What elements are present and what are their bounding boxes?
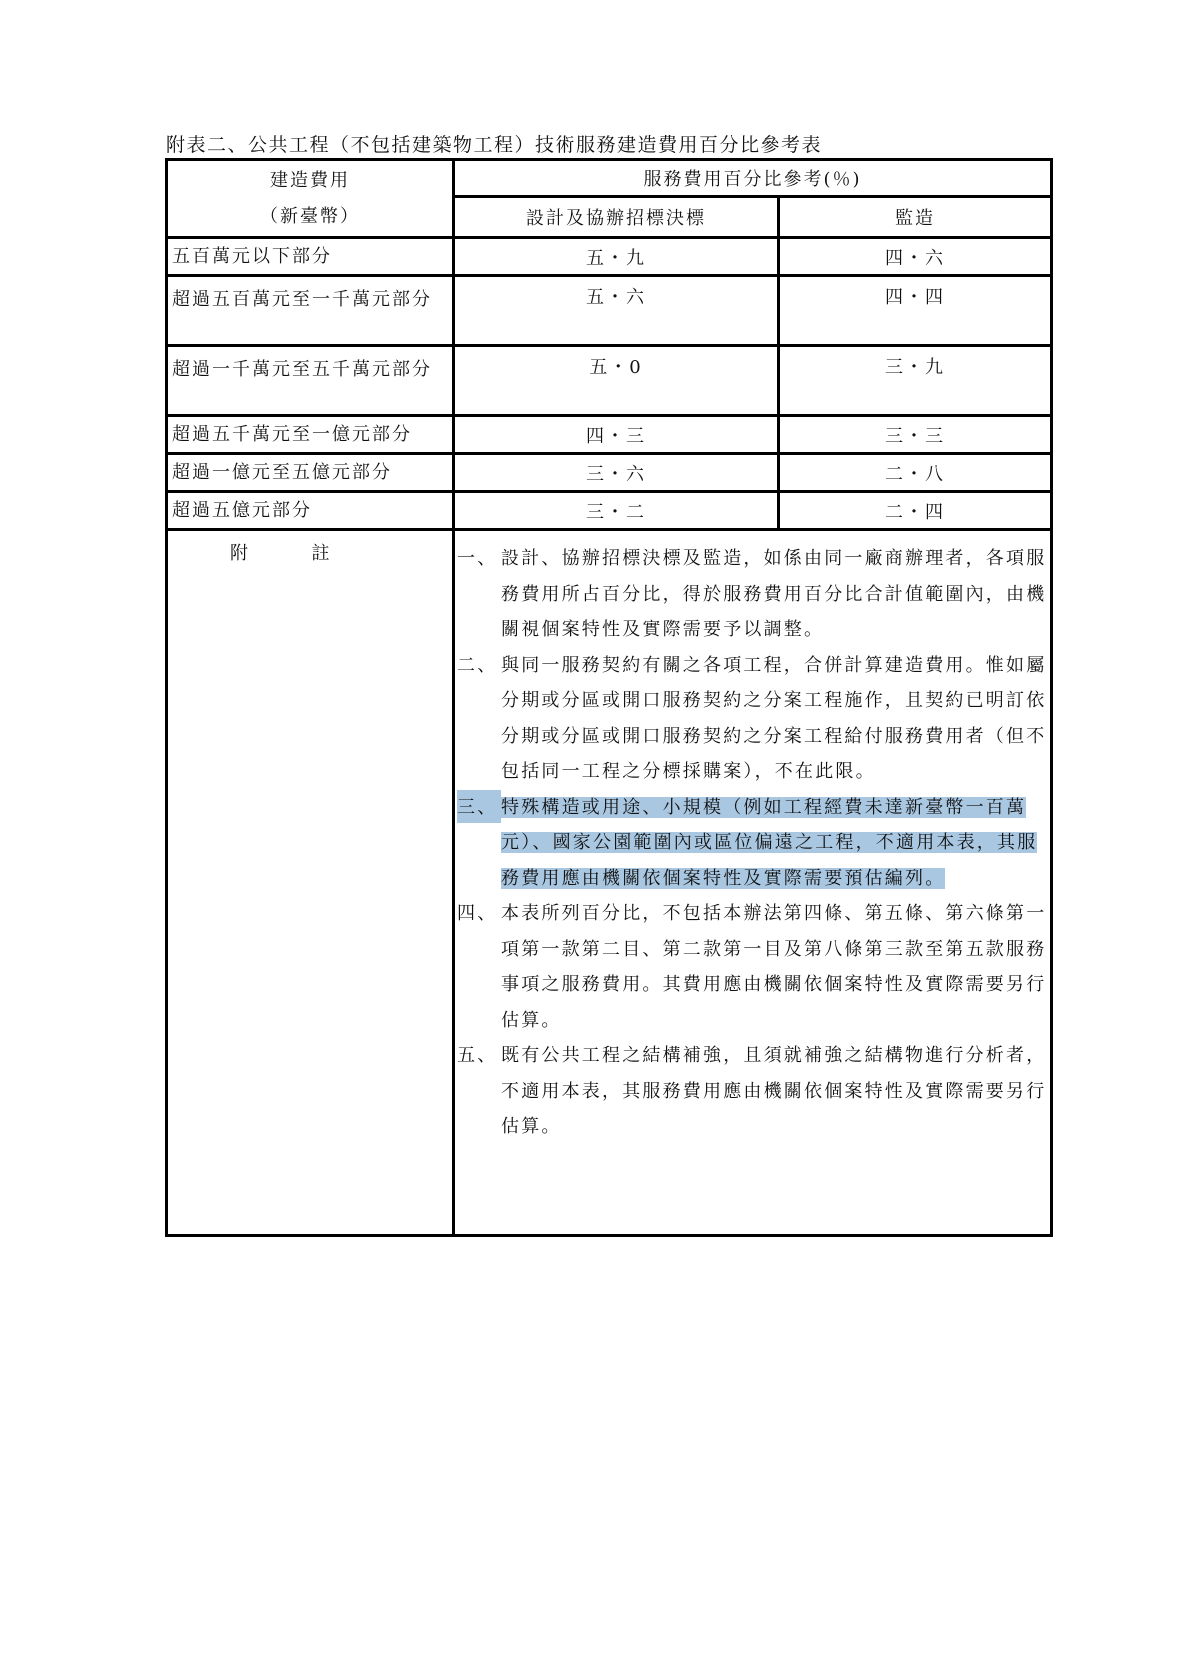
page-title: 附表二、公共工程（不包括建築物工程）技術服務建造費用百分比參考表 xyxy=(166,134,823,156)
note-item xyxy=(457,896,1050,1038)
header-construction-cost xyxy=(167,160,454,238)
note-number: 五、 xyxy=(457,1045,498,1066)
header-design: 設計及協辦招標決標 xyxy=(454,197,779,238)
notes-label xyxy=(167,530,454,1236)
table-row xyxy=(167,454,1052,492)
note-number: 三、 xyxy=(457,790,501,823)
note-item xyxy=(457,648,1050,790)
supervision-pct-cell: 二・四 xyxy=(779,492,1052,530)
table-row xyxy=(167,276,1052,346)
fee-percentage-table xyxy=(165,158,1053,1237)
note-text: 既有公共工程之結構補強，且須就補強之結構物進行分析者，不適用本表，其服務費用應由機關依個案特性及實際需要另行估算。 xyxy=(501,1045,1047,1137)
range-cell: 超過一千萬元至五千萬元部分 xyxy=(167,346,454,416)
note-text: 本表所列百分比，不包括本辦法第四條、第五條、第六條第一項第一款第二目、第二款第一目及第八條第三款至第五款服務事項之服務費用。其費用應由機關依個案特性及實際需要另行估算。 xyxy=(501,903,1047,1031)
header-cost-currency: （新臺幣） xyxy=(260,205,360,227)
table-row xyxy=(167,416,1052,454)
design-pct-cell: 三・六 xyxy=(454,454,779,492)
table-row xyxy=(167,492,1052,530)
note-item-highlighted[interactable] xyxy=(457,790,1050,897)
notes-row xyxy=(167,530,1052,1236)
table-row xyxy=(167,346,1052,416)
note-item xyxy=(457,1038,1050,1145)
note-text-wrapper xyxy=(501,790,1050,897)
header-cost-label: 建造費用 xyxy=(270,169,350,191)
design-pct-cell: 五・六 xyxy=(454,276,779,346)
design-pct-cell: 四・三 xyxy=(454,416,779,454)
design-pct-cell: 三・二 xyxy=(454,492,779,530)
range-cell: 五百萬元以下部分 xyxy=(167,238,454,276)
supervision-pct-cell: 四・六 xyxy=(779,238,1052,276)
note-text-selected[interactable]: 特殊構造或用途、小規模（例如工程經費未達新臺幣一百萬元）、國家公園範圍內或區位偏遠之工程，不適用本表，其服務費用應由機關依個案特性及實際需要預估編列。 xyxy=(501,796,1038,889)
table-row xyxy=(167,238,1052,276)
note-number: 四、 xyxy=(457,903,498,924)
range-cell: 超過五百萬元至一千萬元部分 xyxy=(167,276,454,346)
supervision-pct-cell: 二・八 xyxy=(779,454,1052,492)
range-cell: 超過五千萬元至一億元部分 xyxy=(167,416,454,454)
note-number: 二、 xyxy=(457,654,498,676)
supervision-pct-cell: 四・四 xyxy=(779,276,1052,346)
supervision-pct-cell: 三・三 xyxy=(779,416,1052,454)
design-pct-cell: 五・0 xyxy=(454,346,779,416)
range-cell: 超過一億元至五億元部分 xyxy=(167,454,454,492)
notes-content xyxy=(454,530,1052,1236)
notes-label-char-2: 註 xyxy=(311,543,330,564)
range-cell: 超過五億元部分 xyxy=(167,492,454,530)
note-item xyxy=(457,541,1050,648)
note-number: 一、 xyxy=(457,548,498,569)
design-pct-cell: 五・九 xyxy=(454,238,779,276)
header-supervision: 監造 xyxy=(779,197,1052,238)
notes-label-char-1: 附 xyxy=(230,543,248,564)
note-text: 設計、協辦招標決標及監造，如係由同一廠商辦理者，各項服務費用所占百分比，得於服務費用百分比合計值範圍內，由機關視個案特性及實際需要予以調整。 xyxy=(501,548,1047,640)
note-text: 與同一服務契約有關之各項工程，合併計算建造費用。惟如屬分期或分區或開口服務契約之分案工程施作，且契約已明訂依分期或分區或開口服務契約之分案工程給付服務費用者（但不包括同一工程之分標採購案），不在此限。 xyxy=(501,654,1047,782)
supervision-pct-cell: 三・九 xyxy=(779,346,1052,416)
header-service-fee: 服務費用百分比參考(％) xyxy=(454,160,1052,197)
